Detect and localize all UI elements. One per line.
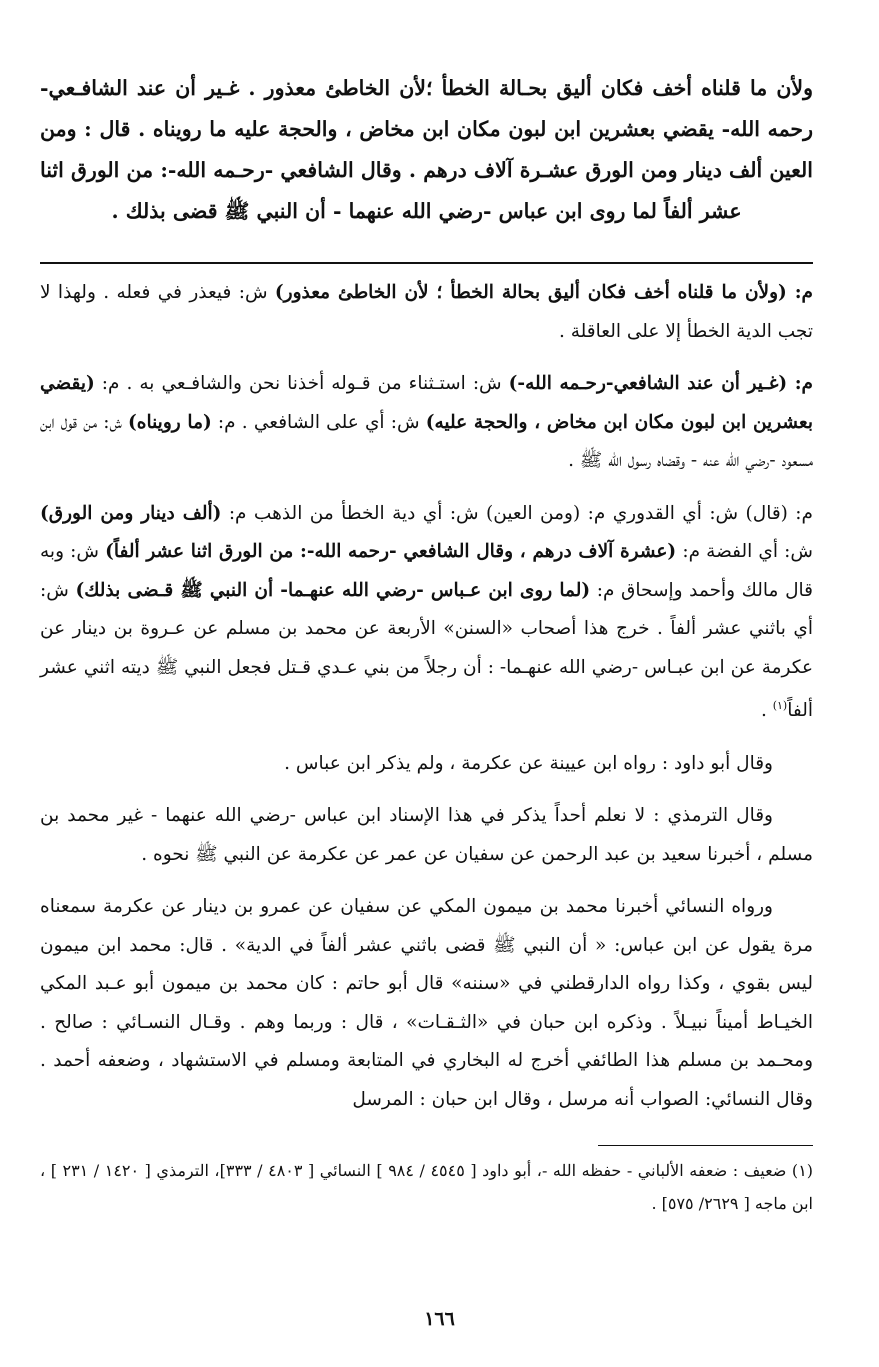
- book-page: [40, 68, 813, 1220]
- commentary-text: ش: وبه قال مالك وأحمد وإسحاق م:: [40, 541, 813, 601]
- commentary-text: ش: أي باثني عشر ألفاً . خرج هذا أصحاب «السنن» الأربعة عن محمد بن مسلم عن عـروة بن دينار عن عكرمة عن ابن عبـاس -رضي الله عنهـما- : أن رجلاً من بني عـدي قـتل فجعل النبي ﷺ ديته اثني عشر ألفاً: [40, 579, 813, 722]
- quote-fragment: (لما روى ابن عـباس -رضي الله عنهـما- أن النبي ﷺ قـضى بذلك): [75, 579, 591, 601]
- footnotes: [40, 1154, 813, 1220]
- commentary-paragraph-5: وقال الترمذي : لا نعلم أحداً يذكر في هذا الإسناد ابن عباس -رضي الله عنهما - غير محمد بن مسلم ، أخبرنا سعيد بن عبد الرحمن عن سفيان عن عمر عن عكرمة عن النبي ﷺ نحوه .: [40, 805, 813, 865]
- quote-fragment: (يقضي بعشرين ابن لبون مكان ابن مخاض ، والحجة عليه): [40, 373, 813, 433]
- footnote-divider: [598, 1145, 813, 1146]
- quote-fragment: م: (ولأن ما قلناه أخف فكان أليق بحالة الخطأ ؛ لأن الخاطئ معذور): [274, 282, 813, 303]
- commentary-text: ش: استـثناء من قـوله أخذنا نحن والشافـعي به . م:: [94, 373, 509, 394]
- commentary: [40, 274, 813, 1119]
- main-divider: [40, 262, 813, 264]
- commentary-text: .: [760, 700, 773, 722]
- commentary-text: م: (قال): [745, 502, 813, 524]
- commentary-paragraph-2: [40, 365, 813, 481]
- commentary-text: ش: أي القدوري م:: [580, 502, 746, 524]
- quote-fragment: (ألف دينار ومن الورق): [40, 502, 222, 524]
- page-number: ١٦٦: [424, 1308, 455, 1330]
- main-text: ولأن ما قلناه أخف فكان أليق بحـالة الخطأ ؛لأن الخاطئ معذور . غـير أن عند الشافـعي-رحمه الله- يقضي بعشرين ابن لبون مكان ابن مخاض ، والحجة عليه ما رويناه . قال : ومن العين ألف دينار ومن الورق عشـرة آلاف درهم . وقال الشافعي -رحـمه الله-: من الورق اثنا عشر ألفاً لما روى ابن عباس -رضي الله عنهما - أن النبي ﷺ قضى بذلك .: [40, 76, 813, 223]
- commentary-paragraph-1: [40, 274, 813, 351]
- commentary-text: ش: فيعذر في فعله . ولهذا لا تجب الدية الخطأ إلا على العاقلة .: [40, 282, 813, 342]
- commentary-text: (ومن العين): [486, 502, 581, 524]
- commentary-paragraph-4: وقال أبو داود : رواه ابن عيينة عن عكرمة ، ولم يذكر ابن عباس .: [284, 752, 773, 774]
- footnote-marker: (١): [772, 699, 788, 712]
- quote-fragment: (ما رويناه): [128, 411, 212, 433]
- commentary-text: ش: من قول ابن مسعود -رضي الله عنه - وقضاه رسول الله ﷺ .: [40, 411, 813, 471]
- quote-fragment: م: (غـير أن عند الشافعي-رحـمه الله-): [508, 373, 814, 394]
- commentary-paragraph-3: [40, 495, 813, 731]
- footnote-1: (١) ضعيف : ضعفه الألباني - حفظه الله -، أبو داود [ ٤٥٤٥ / ٩٨٤ ] النسائي [ ٤٨٠٣ / ٣٣٣]، الترمذي [ ١٤٢٠ / ٢٣١ ] ، ابن ماجه [ ٢٦٢٩/ ٥٧٥] .: [40, 1161, 814, 1214]
- commentary-paragraph-6: ورواه النسائي أخبرنا محمد بن ميمون المكي عن سفيان عن عمرو بن دينار عن عكرمة سمعناه مرة يقول عن ابن عباس: « أن النبي ﷺ قضى باثني عشر ألفاً في الدية» . قال: محمد ابن ميمون ليس بقوي ، وكذا رواه الدارقطني في «سننه» قال أبو حاتم : كان محمد بن ميمون أبو عـبد المكي الخيـاط أميناً نبيـلاً . وذكره ابن حبان في «الثـقـات» ، قال : وربما وهم . وقـال النسـائي : صالح . ومحـمد بن مسلم هذا الطائفي أخرج له البخاري في المتابعة ومسلم في الاستشهاد ، وضعفه أحمد . وقال النسائي: الصواب أنه مرسل ، وقال ابن حبان : المرسل: [40, 896, 813, 1110]
- commentary-text: ش: أي على الشافعي . م:: [211, 411, 426, 433]
- commentary-text: ش: أي دية الخطأ من الذهب م:: [221, 502, 487, 524]
- commentary-text: ش: أي الفضة م:: [676, 541, 813, 562]
- quote-fragment: (عشرة آلاف درهم ، وقال الشافعي -رحمه الله-: من الورق اثنا عشر ألفاً): [105, 541, 677, 562]
